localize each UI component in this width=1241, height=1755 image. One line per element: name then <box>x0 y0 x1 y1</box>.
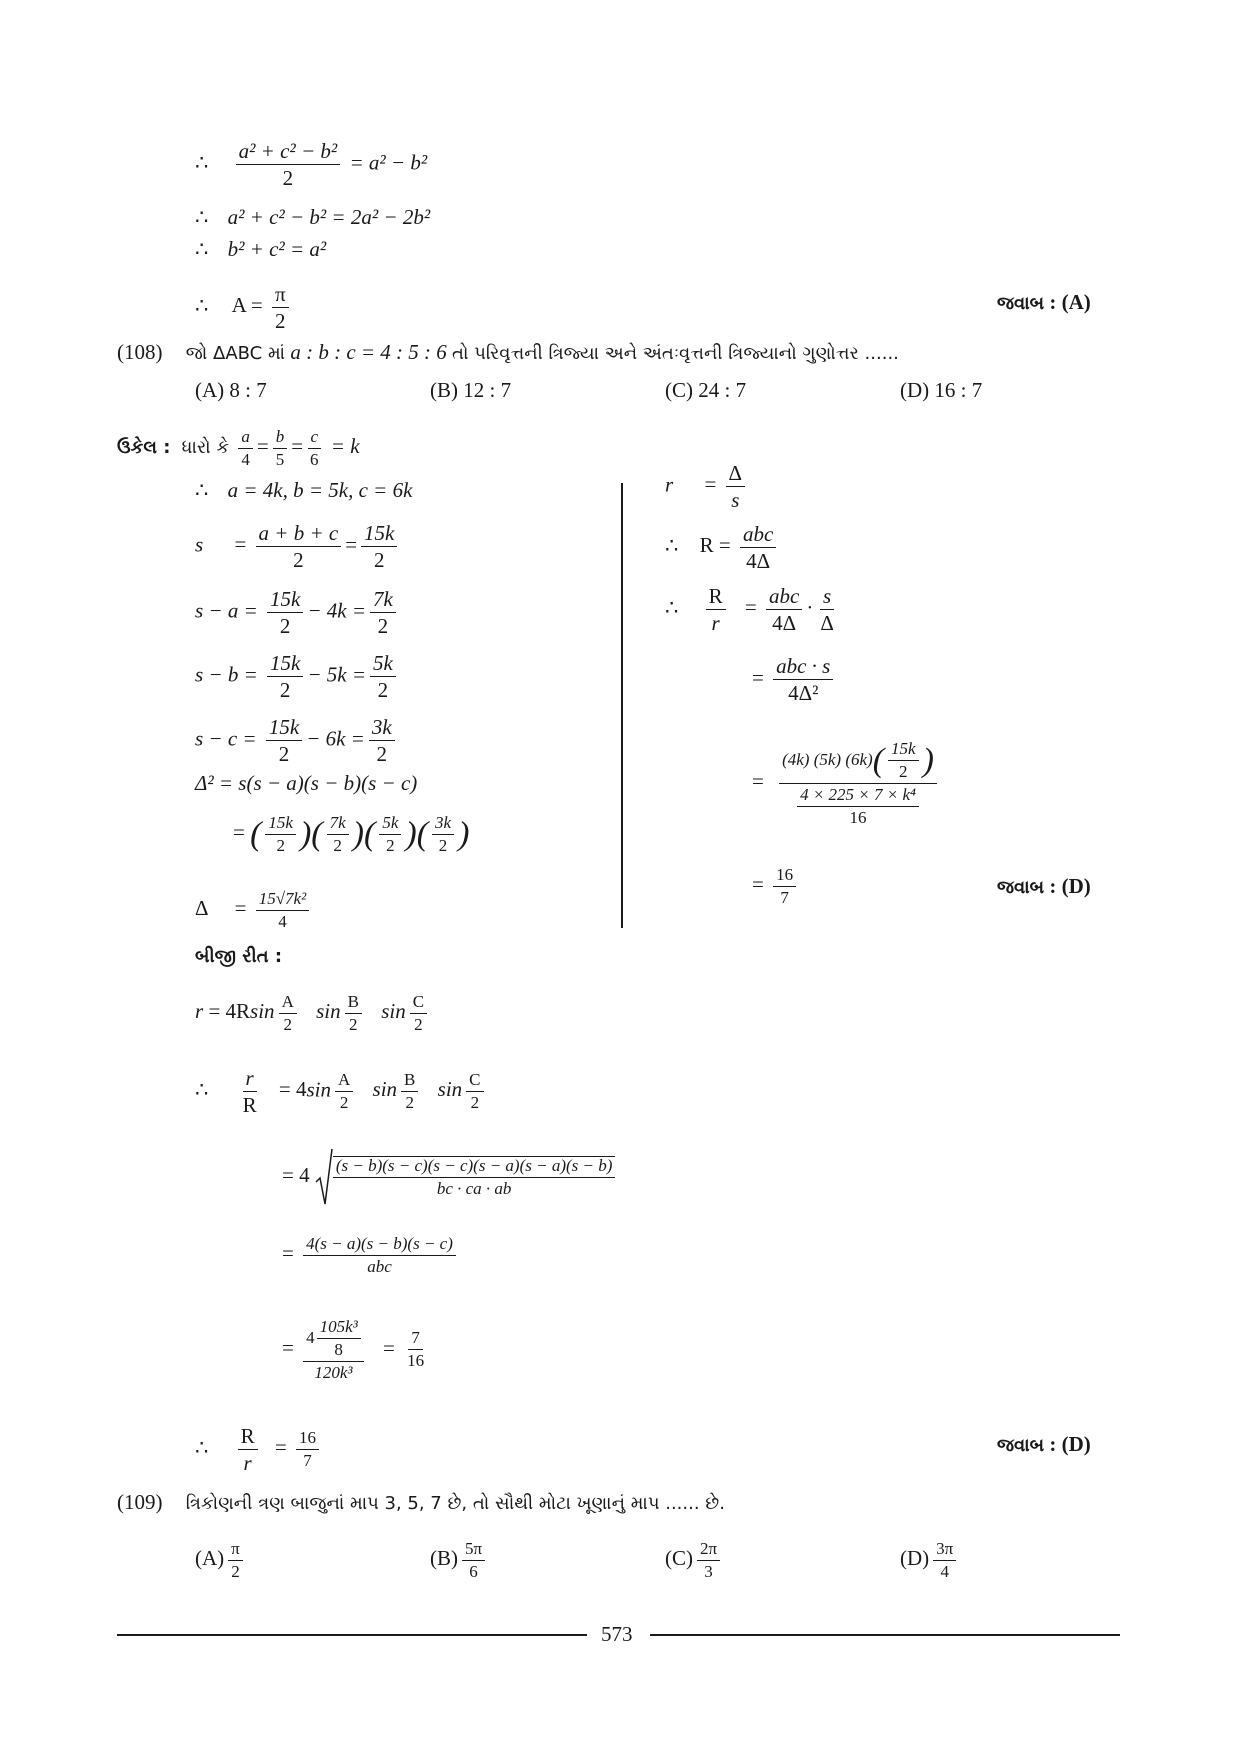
answer-108-first: જવાબ : (D) <box>997 874 1091 898</box>
solution-delta: Δ = $\frac{\text{15√7k²}}{4}$ <box>195 890 313 931</box>
second-method-line-5: = 4 $\frac{\text{105k³}}{8}$ 120k³ = $\frac{7}{16}$ <box>282 1317 425 1382</box>
top-line-4: ∴ A = $\frac{\pi}{2}$ <box>195 283 293 332</box>
top-line-3: ∴ b² + c² = a² <box>195 237 327 261</box>
second-method-line-2: ∴ $\frac{r}{R}$ = 4sin $\frac{A}{2}$ sin $\frac{B}{2}$ sin $\frac{C}{2}$ <box>195 1067 488 1116</box>
answer-top: જવાબ : (A) <box>997 290 1091 314</box>
question-109: (109) ત્રિકોણની ત્રણ બાજુનાં માપ 3, 5, 7 છે, તો સૌથી મોટા ખૂણાનું માપ ...... છે. <box>117 1490 725 1514</box>
top-fraction-1: $\frac{\text{a² + c² − b²}}{2}$ <box>236 140 341 189</box>
second-method-final: ∴ $\frac{R}{r}$ = $\frac{16}{7}$ <box>195 1425 323 1474</box>
q108-option-c: (C) 24 : 7 <box>665 378 747 402</box>
solution-R-over-r: ∴ $\frac{R}{r}$ = $\frac{\text{abc}}{4\Delta}$ · $\frac{s}{\Delta}$ <box>665 584 834 636</box>
solution-r: r = $\frac{\Delta}{s}$ <box>665 462 749 511</box>
pi-over-2: $\frac{\pi}{2}$ <box>272 283 289 332</box>
second-method-label: બીજી રીત : <box>195 946 283 967</box>
solution-s-minus-b: s − b = $\frac{15k}{2}$ − 5k = $\frac{5k}{2}$ <box>195 652 400 701</box>
q109-option-a: (A) $\frac{\pi}{2}$ <box>195 1540 247 1581</box>
solution-step-4: = $\frac{16}{7}$ <box>752 866 800 907</box>
q109-option-b: (B) $\frac{5\pi}{6}$ <box>430 1540 489 1581</box>
solution-delta-squared: Δ² = s(s − a)(s − b)(s − c) <box>195 771 418 795</box>
second-method-line-1: r = 4Rsin $\frac{A}{2}$ sin $\frac{B}{2}$ sin $\frac{C}{2}$ <box>195 993 431 1034</box>
q109-option-c: (C) $\frac{2\pi}{3}$ <box>665 1540 724 1581</box>
solution-s-minus-c: s − c = $\frac{15k}{2}$ − 6k = $\frac{3k}{2}$ <box>195 716 399 765</box>
solution-step-2: = $\frac{\text{abc · s}}{\text{4Δ²}}$ <box>752 655 837 704</box>
solution-delta-squared-value: = ( $\frac{15k}{2}$ )( $\frac{7k}{2}$ )( $\frac{5k}{2}$ )( $\frac{3k}{2}$ ) <box>233 813 470 855</box>
top-line-1: ∴ $\frac{\text{a² + c² − b²}}{2}$ = a² − b² <box>195 139 428 191</box>
q108-option-d: (D) 16 : 7 <box>900 378 983 402</box>
footer-rule-right <box>650 1634 1120 1636</box>
solution-header: ઉકેલ : ધારો કે $\frac{a}{4}$ = $\frac{b}{5}$ = $\frac{c}{6}$ = k <box>117 427 360 469</box>
square-root: $\frac{(s - b)(s - c)(s - c)(s - a)(s - a)(s - b)}{bc \cdot ca \cdot ab}$ <box>315 1148 616 1206</box>
solution-left-1: ∴ a = 4k, b = 5k, c = 6k <box>195 478 413 502</box>
solution-R: ∴ R = $\frac{\text{abc}}{4\Delta}$ <box>665 523 780 572</box>
q108-option-b: (B) 12 : 7 <box>430 378 512 402</box>
second-method-line-4: = $\frac{4(s - a)(s - b)(s - c)}{\text{abc}}$ <box>282 1235 460 1276</box>
answer-108-second: જવાબ : (D) <box>997 1432 1091 1456</box>
q109-option-d: (D) $\frac{3\pi}{4}$ <box>900 1540 960 1581</box>
q108-option-a: (A) 8 : 7 <box>195 378 267 402</box>
solution-s-minus-a: s − a = $\frac{15k}{2}$ − 4k = $\frac{7k}{2}$ <box>195 588 400 637</box>
footer-rule-left <box>117 1634 587 1636</box>
solution-step-3: = (4k) (5k) (6k) ( $\frac{15k}{2}$ ) $\frac{\text{4 × 225 × 7 × k⁴}}{16}$ <box>752 740 941 826</box>
column-divider <box>621 483 623 928</box>
top-line-2: ∴ a² + c² − b² = 2a² − 2b² <box>195 205 431 229</box>
solution-s: s = $\frac{a + b + c}{2}$ = $\frac{15k}{2}$ <box>195 522 401 571</box>
question-108: (108) જો ΔABC માં a : b : c = 4 : 5 : 6 તો પરિવૃત્તની ત્રિજ્યા અને અંતઃવૃત્તની ત્રિજ્યાનો ગુણોત્તર ...... <box>117 340 899 364</box>
second-method-line-3: = 4 $\frac{(s - b)(s - c)(s - c)(s - a)(s - a)(s - b)}{bc \cdot ca \cdot ab}$ <box>282 1148 615 1206</box>
page-number: 573 <box>601 1622 633 1646</box>
